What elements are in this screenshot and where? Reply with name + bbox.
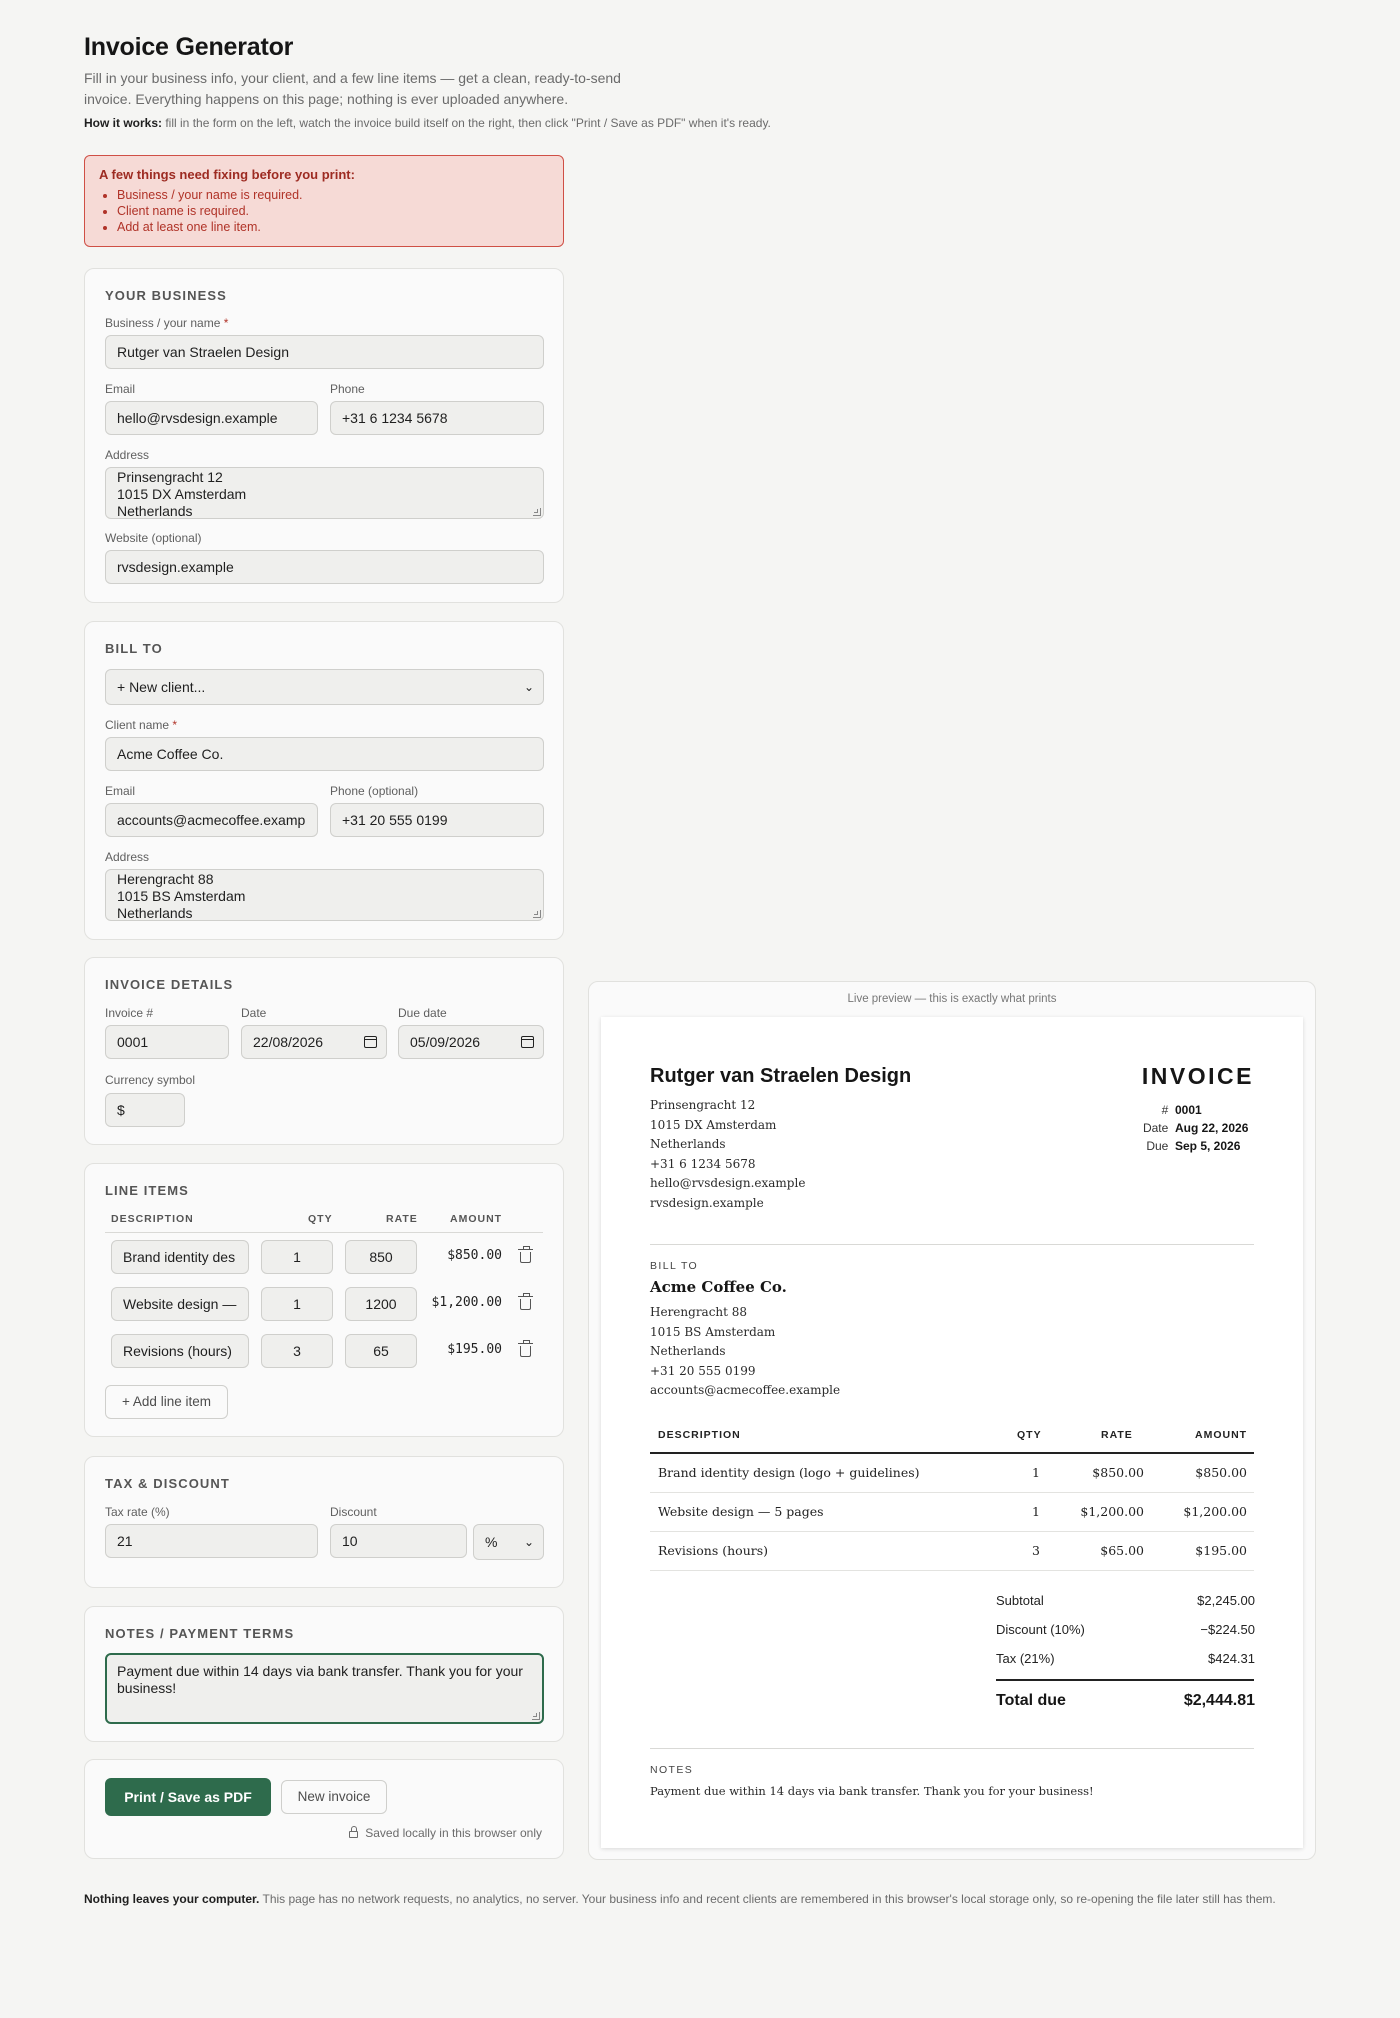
invoice-date-label: Date <box>241 1006 267 1020</box>
business-website-label: Website (optional) <box>105 531 202 545</box>
header-divider <box>105 1232 543 1233</box>
resize-grip-icon[interactable] <box>533 508 541 516</box>
line-item-rate-input[interactable]: 850 <box>345 1240 417 1274</box>
footer-bold: Nothing leaves your computer. <box>84 1892 260 1906</box>
trash-icon[interactable] <box>520 1299 531 1310</box>
resize-grip-icon[interactable] <box>532 1712 540 1720</box>
chevron-down-icon: ⌄ <box>523 1535 534 1549</box>
client-select[interactable] <box>105 669 544 705</box>
row-divider <box>650 1531 1254 1532</box>
preview-subtotal: $2,245.00 <box>1197 1593 1255 1608</box>
calendar-icon[interactable] <box>364 1036 377 1048</box>
column-header-amount: AMOUNT <box>450 1213 503 1225</box>
tax-rate-input[interactable]: 21 <box>105 1524 318 1558</box>
business-address-label: Address <box>105 448 150 462</box>
row-divider <box>650 1570 1254 1571</box>
chevron-down-icon: ⌄ <box>523 680 534 694</box>
line-item-qty-input[interactable]: 3 <box>261 1334 333 1368</box>
column-header-description: DESCRIPTION <box>111 1213 194 1225</box>
error-title: A few things need fixing before you print: <box>99 167 355 182</box>
lock-icon <box>349 1831 358 1838</box>
preview-caption: Live preview — this is exactly what prints <box>847 993 1057 1005</box>
section-title: INVOICE DETAILS <box>105 977 234 992</box>
client-email-input[interactable]: accounts@acmecoffee.examp <box>105 803 318 837</box>
section-title: YOUR BUSINESS <box>105 288 227 303</box>
add-line-item-button[interactable]: + Add line item <box>105 1385 228 1419</box>
footer-text: This page has no network requests, no analytics, no server. Your business info and recent clients are remembered in this browser's local storage only, so re-opening the file later still has them. <box>259 1892 1276 1906</box>
preview-row-qty: 3 <box>1032 1543 1040 1558</box>
privacy-footer <box>84 1890 1316 1909</box>
preview-tax-label: Tax (21%) <box>996 1651 1055 1666</box>
preview-header-amount: AMOUNT <box>1195 1429 1248 1441</box>
preview-invoice-date: Date Aug 22, 2026 <box>1142 1121 1249 1135</box>
section-title: TAX & DISCOUNT <box>105 1476 230 1491</box>
line-item-amount: $195.00 <box>447 1342 502 1357</box>
line-item-amount: $850.00 <box>447 1248 502 1263</box>
invoice-date-value: 22/08/2026 <box>253 1034 324 1050</box>
client-address-input[interactable] <box>105 869 544 921</box>
discount-type-value: % <box>485 1534 498 1550</box>
calendar-icon[interactable] <box>521 1036 534 1048</box>
preview-notes-label: NOTES <box>650 1764 694 1776</box>
preview-row-qty: 1 <box>1032 1465 1040 1480</box>
preview-business-address: Prinsengracht 12 1015 DX Amsterdam Netherlands +31 6 1234 5678 hello@rvsdesign.example rvsdesign.example <box>650 1098 806 1210</box>
preview-row-amount: $195.00 <box>1195 1543 1247 1558</box>
tax-discount-card <box>84 1456 564 1588</box>
preview-client-name: Acme Coffee Co. <box>650 1278 787 1296</box>
preview-invoice-heading: INVOICE <box>1141 1063 1254 1089</box>
invoice-sheet <box>601 1017 1303 1848</box>
line-item-rate-input[interactable]: 1200 <box>345 1287 417 1321</box>
error-alert <box>84 155 564 247</box>
business-website-input[interactable]: rvsdesign.example <box>105 550 544 584</box>
error-item: • Business / your name is required. <box>117 187 549 203</box>
preview-discount: −$224.50 <box>1200 1622 1255 1637</box>
preview-subtotal-label: Subtotal <box>996 1593 1044 1608</box>
line-item-amount: $1,200.00 <box>431 1295 502 1310</box>
table-header-rule <box>650 1452 1254 1454</box>
line-item-rate-input[interactable]: 65 <box>345 1334 417 1368</box>
preview-business-name: Rutger van Straelen Design <box>650 1065 912 1087</box>
business-address-text: Prinsengracht 12 1015 DX Amsterdam Netherlands <box>117 469 247 519</box>
notes-text: Payment due within 14 days via bank transfer. Thank you for your business! <box>117 1663 523 1696</box>
trash-icon[interactable] <box>520 1252 531 1263</box>
preview-notes: Payment due within 14 days via bank transfer. Thank you for your business! <box>650 1784 1094 1798</box>
preview-row-rate: $1,200.00 <box>1080 1504 1144 1519</box>
error-list <box>99 187 549 235</box>
notes-input[interactable] <box>105 1653 544 1724</box>
column-header-rate: RATE <box>386 1213 418 1225</box>
resize-grip-icon[interactable] <box>533 910 541 918</box>
currency-label: Currency symbol <box>105 1073 196 1087</box>
error-item: • Client name is required. <box>117 203 549 219</box>
line-item-description-input[interactable]: Brand identity des <box>111 1240 249 1274</box>
client-name-input[interactable]: Acme Coffee Co. <box>105 737 544 771</box>
line-item-description-input[interactable]: Website design — <box>111 1287 249 1321</box>
how-it-works-text: fill in the form on the left, watch the invoice build itself on the right, then click "Print / Save as PDF" when it's ready. <box>162 116 771 130</box>
due-date-value: 05/09/2026 <box>410 1034 481 1050</box>
trash-icon[interactable] <box>520 1346 531 1357</box>
discount-type-select[interactable] <box>473 1524 544 1560</box>
saved-note <box>349 1826 542 1840</box>
preview-invoice-due: Due Sep 5, 2026 <box>1146 1139 1241 1153</box>
tax-rate-label: Tax rate (%) <box>105 1505 170 1519</box>
discount-input[interactable]: 10 <box>330 1524 467 1558</box>
preview-row-description: Brand identity design (logo + guidelines) <box>658 1465 920 1480</box>
preview-header-qty: QTY <box>1017 1429 1042 1441</box>
line-item-description-input[interactable]: Revisions (hours) <box>111 1334 249 1368</box>
currency-input[interactable]: $ <box>105 1093 185 1127</box>
line-item-qty-input[interactable]: 1 <box>261 1240 333 1274</box>
business-phone-input[interactable]: +31 6 1234 5678 <box>330 401 544 435</box>
business-email-input[interactable]: hello@rvsdesign.example <box>105 401 318 435</box>
preview-row-rate: $65.00 <box>1100 1543 1144 1558</box>
new-invoice-button[interactable]: New invoice <box>281 1780 387 1814</box>
how-it-works <box>84 116 771 130</box>
preview-header-description: DESCRIPTION <box>658 1429 741 1441</box>
preview-tax: $424.31 <box>1208 1651 1255 1666</box>
row-divider <box>650 1492 1254 1493</box>
divider <box>650 1748 1254 1749</box>
invoice-number-label: Invoice # <box>105 1006 154 1020</box>
client-phone-input[interactable]: +31 20 555 0199 <box>330 803 544 837</box>
business-address-input[interactable] <box>105 467 544 519</box>
divider <box>650 1244 1254 1245</box>
business-email-label: Email <box>105 382 136 396</box>
client-select-value: + New client... <box>117 679 206 695</box>
invoice-number-input[interactable]: 0001 <box>105 1025 229 1059</box>
preview-header-rate: RATE <box>1101 1429 1133 1441</box>
preview-row-description: Revisions (hours) <box>658 1543 769 1558</box>
error-item: • Add at least one line item. <box>117 219 549 235</box>
discount-label: Discount <box>330 1505 377 1519</box>
section-title: BILL TO <box>105 641 163 656</box>
invoice-date-input[interactable] <box>241 1025 387 1059</box>
business-name-label: Business / your name * <box>105 316 229 330</box>
preview-row-amount: $850.00 <box>1195 1465 1247 1480</box>
column-header-qty: QTY <box>308 1213 333 1225</box>
preview-row-description: Website design — 5 pages <box>658 1504 824 1519</box>
totals-rule <box>996 1679 1254 1681</box>
preview-total-label: Total due <box>996 1692 1066 1709</box>
preview-bill-to-label: BILL TO <box>650 1260 699 1272</box>
preview-row-qty: 1 <box>1032 1504 1040 1519</box>
print-button[interactable]: Print / Save as PDF <box>105 1778 271 1816</box>
saved-note-text: Saved locally in this browser only <box>365 1826 542 1840</box>
preview-panel <box>588 981 1316 1860</box>
client-address-label: Address <box>105 850 150 864</box>
section-title: LINE ITEMS <box>105 1183 189 1198</box>
page-title: Invoice Generator <box>84 33 294 61</box>
client-name-label: Client name * <box>105 718 178 732</box>
client-address-text: Herengracht 88 1015 BS Amsterdam Netherlands <box>117 871 246 921</box>
preview-row-amount: $1,200.00 <box>1183 1504 1247 1519</box>
line-item-qty-input[interactable]: 1 <box>261 1287 333 1321</box>
preview-discount-label: Discount (10%) <box>996 1622 1085 1637</box>
preview-invoice-number: # 0001 <box>1161 1103 1202 1117</box>
business-phone-label: Phone <box>330 382 365 396</box>
due-date-label: Due date <box>398 1006 447 1020</box>
preview-row-rate: $850.00 <box>1092 1465 1144 1480</box>
due-date-input[interactable] <box>398 1025 544 1059</box>
client-phone-label: Phone (optional) <box>330 784 419 798</box>
business-name-input[interactable]: Rutger van Straelen Design <box>105 335 544 369</box>
section-title: NOTES / PAYMENT TERMS <box>105 1626 295 1641</box>
preview-client-address: Herengracht 88 1015 BS Amsterdam Netherlands +31 20 555 0199 accounts@acmecoffee.example <box>650 1305 841 1397</box>
client-email-label: Email <box>105 784 136 798</box>
how-it-works-label: How it works: <box>84 116 163 130</box>
preview-total: $2,444.81 <box>1183 1692 1255 1709</box>
page-subtitle: Fill in your business info, your client, and a few line items — get a clean, ready-to-send invoice. Everything happens on this page; nothing is ever uploaded anywhere. <box>84 70 621 107</box>
